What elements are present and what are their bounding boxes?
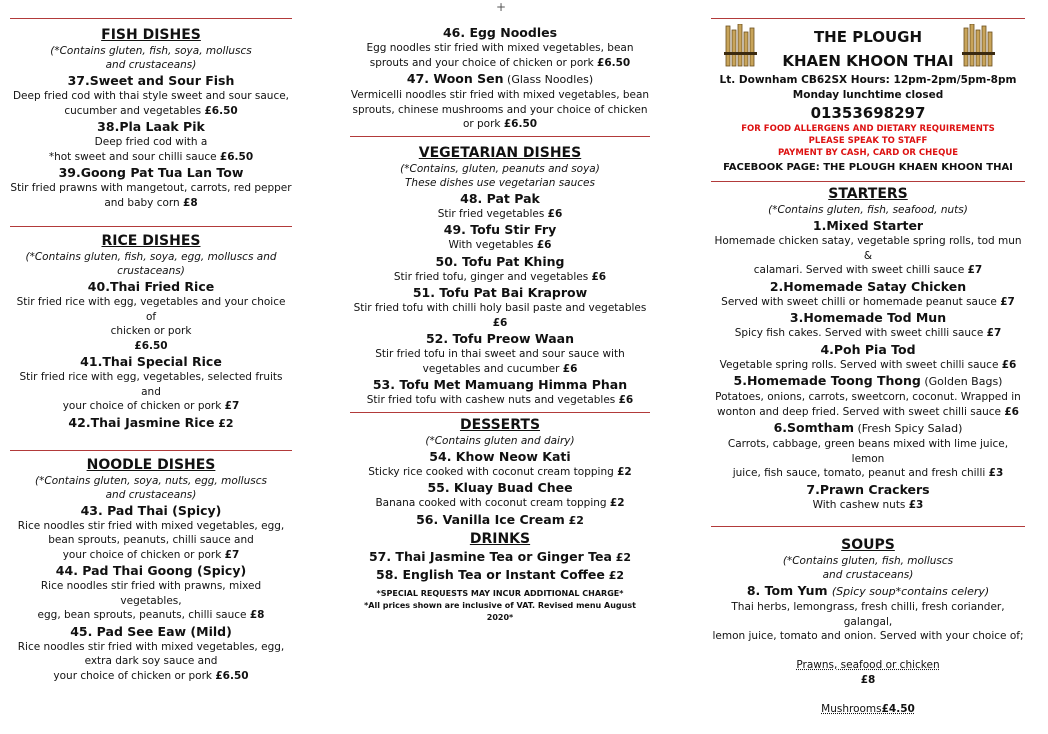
item-price: £6 (536, 239, 552, 251)
vat-note: *All prices shown are inclusive of VAT. Revised menu August 2020* (364, 600, 636, 622)
section-note: (*Contains gluten, fish, soya, molluscs and crustaceans) (50, 45, 252, 71)
item-price: £6 (1004, 405, 1019, 418)
menu-item-description: Stir fried prawns with mangetout, carrots, red pepper and baby corn £8 (10, 182, 292, 209)
item-title: 1.Mixed Starter (812, 218, 924, 233)
item-price: £6 (591, 270, 607, 283)
item-title: 52. Tofu Preow Waan (425, 331, 575, 346)
menu-item-description: With vegetables £6 (448, 239, 552, 251)
menu-list-vegetarian (350, 190, 650, 408)
menu-item-description: Stir fried tofu with cashew nuts and vegetables £6 (366, 394, 634, 406)
item-title: 46. Egg Noodles (442, 25, 558, 40)
item-price: £6 (547, 207, 563, 220)
item-price: £6.50 (215, 669, 249, 682)
menu-item-name (711, 341, 1025, 358)
menu-item-name (10, 72, 292, 89)
menu-item-name (711, 278, 1025, 295)
item-price: £6.50 (134, 339, 168, 352)
section-note: (*Contains gluten, soya, nuts, egg, molluscs and crustaceans) (35, 474, 267, 501)
section-note: (*Contains gluten, fish, seafood, nuts) (768, 204, 968, 216)
item-price: £3 (988, 467, 1004, 479)
item-price: £2 (214, 416, 234, 430)
item-title: 39.Goong Pat Tua Lan Tow (58, 165, 244, 180)
item-price: £6 (1001, 358, 1017, 371)
menu-item-name (711, 481, 1025, 498)
menu-item-name (711, 309, 1025, 326)
menu-item-name (350, 284, 650, 301)
item-price: £6 (618, 394, 634, 406)
menu-item-name (350, 221, 650, 238)
pan-pipe-icon (961, 24, 997, 68)
section-title-starters: STARTERS (828, 186, 908, 202)
menu-list-noodle (10, 502, 292, 684)
item-title: 53. Tofu Met Mamuang Himma Phan (372, 377, 628, 392)
item-title: 55. Kluay Buad Chee (427, 480, 573, 495)
item-price: £7 (224, 400, 240, 412)
item-price: £6.50 (204, 104, 238, 117)
column-middle (350, 0, 650, 624)
menu-item-description: Stir fried tofu with chilli holy basil paste and vegetables £6 (353, 302, 647, 329)
item-price: £6.50 (503, 118, 538, 130)
item-price: £7 (1000, 295, 1015, 308)
special-requests-note: *SPECIAL REQUESTS MAY INCUR ADDITIONAL CHARGE* (376, 588, 624, 598)
item-title: 44. Pad Thai Goong (Spicy) (55, 563, 247, 578)
menu-item-name (350, 448, 650, 465)
item-title: 58. English Tea or Instant Coffee (376, 566, 605, 582)
menu-item-description: Homemade chicken satay, vegetable spring rolls, tod mun & calamari. Served with sweet chilli sauce £7 (714, 235, 1022, 276)
menu-item-name (10, 502, 292, 519)
menu-item-name (350, 24, 650, 41)
menu-item-description: Sticky rice cooked with coconut cream topping £2 (368, 465, 632, 478)
restaurant-subtitle: KHAEN KHOON THAI (782, 52, 954, 70)
soup-option-label: Mushrooms (821, 702, 882, 715)
menu-item-name (350, 479, 650, 496)
item-price: £2 (611, 550, 632, 564)
address-hours: Lt. Downham CB62SX Hours: 12pm-2pm/5pm-8pm (719, 74, 1017, 86)
item-title: 49. Tofu Stir Fry (443, 222, 557, 237)
section-title-desserts: DESSERTS (459, 416, 541, 433)
menu-item-description: Spicy fish cakes. Served with sweet chilli sauce £7 (734, 327, 1002, 339)
column-left (10, 0, 292, 683)
item-title: 51. Tofu Pat Bai Kraprow (412, 285, 588, 300)
item-title: 6.Somtham (773, 420, 854, 435)
menu-item-name (711, 217, 1025, 234)
item-title: 54. Khow Neow Kati (429, 448, 571, 464)
phone-number: 01353698297 (810, 104, 926, 122)
menu-item-description: Potatoes, onions, carrots, sweetcorn, coconut. Wrapped in wonton and deep fried. Served with sweet chilli sauce £6 (715, 391, 1021, 418)
menu-item-name (711, 372, 1025, 390)
item-price: £6.50 (597, 56, 631, 69)
menu-item-name (10, 353, 292, 370)
item-price: £7 (967, 264, 983, 276)
item-title: 45. Pad See Eaw (Mild) (70, 623, 232, 639)
section-note: (*Contains, gluten, peanuts and soya) These dishes use vegetarian sauces (400, 162, 600, 189)
item-title: 37.Sweet and Sour Fish (67, 73, 235, 88)
soup-option-label: Prawns, seafood or chicken (796, 659, 940, 671)
menu-item-description: Stir fried rice with egg, vegetables, selected fruits and your choice of chicken or pork £7 (19, 371, 283, 412)
menu-item-description: Egg noodles stir fried with mixed vegetables, bean sprouts and your choice of chicken or pork £6.50 (366, 42, 634, 69)
menu-item-description: Stir fried tofu, ginger and vegetables £6 (393, 270, 607, 283)
item-title: 56. Vanilla Ice Cream (416, 511, 565, 527)
item-title: 48. Pat Pak (460, 190, 540, 206)
menu-item-name (350, 190, 650, 207)
menu-item-name (10, 623, 292, 640)
allergy-notice-2: PLEASE SPEAK TO STAFF (808, 136, 928, 146)
menu-item-name (350, 70, 650, 88)
item-title: 7.Prawn Crackers (806, 481, 930, 497)
section-title-fish: FISH DISHES (101, 27, 201, 43)
item-price: £6 (562, 362, 578, 375)
menu-list-starters (711, 217, 1025, 512)
payment-notice: PAYMENT BY CASH, CARD OR CHEQUE (777, 148, 959, 158)
soup-sub: (Spicy soup*contains celery) (831, 585, 990, 598)
item-title: 41.Thai Special Rice (80, 354, 222, 369)
restaurant-name: THE PLOUGH (813, 28, 923, 46)
menu-item-description: Rice noodles stir fried with mixed vegetables, egg, extra dark soy sauce and your choice of chicken or pork £6.50 (17, 640, 285, 682)
menu-list-fish (10, 72, 292, 210)
menu-item-description: Rice noodles stir fried with mixed vegetables, egg, bean sprouts, peanuts, chilli sauce and your choice of chicken or pork £7 (17, 519, 285, 561)
item-price: £3 (908, 498, 924, 511)
soup-option-price: £8 (860, 673, 876, 686)
menu-item-name (10, 164, 292, 181)
item-subtitle: (Fresh Spicy Salad) (853, 422, 963, 435)
menu-item-name (711, 582, 1025, 600)
menu-item-name (10, 118, 292, 135)
item-price: £2 (604, 568, 624, 582)
menu-item-name (711, 419, 1025, 437)
item-price: £6.50 (219, 150, 254, 163)
menu-list-desserts (350, 448, 650, 529)
item-title: 2.Homemade Satay Chicken (769, 278, 967, 294)
item-price: £8 (183, 196, 198, 209)
menu-item-description: Stir fried rice with egg, vegetables and your choice of chicken or pork £6.50 (16, 296, 286, 352)
section-title-drinks: DRINKS (469, 530, 531, 547)
menu-item-description: Deep fried cod with thai style sweet and sour sauce, cucumber and vegetables £6.50 (12, 90, 290, 117)
menu-item-description: Stir fried vegetables £6 (437, 207, 563, 220)
item-price: £8 (249, 609, 265, 621)
section-note: (*Contains gluten, fish, molluscs and crustaceans) (782, 555, 954, 581)
menu-item-name (10, 562, 292, 579)
section-title-vegetarian: VEGETARIAN DISHES (418, 144, 582, 161)
item-title: 4.Poh Pia Tod (820, 341, 916, 357)
section-note: (*Contains gluten and dairy) (425, 434, 575, 447)
menu-item-name (350, 566, 650, 584)
item-price: £2 (617, 465, 632, 478)
soup-option-price: £4.50 (881, 702, 915, 715)
menu-item-description: Carrots, cabbage, green beans mixed with lime juice, lemon juice, fish sauce, tomato, peanut and fresh chilli £3 (727, 438, 1009, 479)
soup-option (711, 687, 1025, 716)
item-price: £6 (492, 316, 508, 329)
item-price: £7 (986, 327, 1002, 339)
soup-option (711, 644, 1025, 688)
menu-item-description: Served with sweet chilli or homemade peanut sauce £7 (721, 295, 1015, 308)
item-title: 50. Tofu Pat Khing (435, 253, 565, 269)
menu-item-description: Vermicelli noodles stir fried with mixed vegetables, bean sprouts, chinese mushrooms and your choice of chicken or pork £6.50 (350, 89, 650, 130)
menu-item-description: Vegetable spring rolls. Served with sweet chilli sauce £6 (719, 358, 1017, 371)
item-title: 57. Thai Jasmine Tea or Ginger Tea (368, 548, 612, 564)
menu-item-name (350, 511, 650, 529)
menu-list-drinks (350, 548, 650, 584)
menu-item-name (10, 278, 292, 295)
item-title: 38.Pla Laak Pik (97, 119, 205, 134)
soup-name: 8. Tom Yum (746, 583, 828, 598)
item-title: 5.Homemade Toong Thong (733, 373, 921, 388)
pan-pipe-icon (723, 24, 759, 68)
section-title-noodle: NOODLE DISHES (86, 456, 216, 473)
menu-item-description: Stir fried tofu in thai sweet and sour sauce with vegetables and cucumber £6 (375, 348, 625, 375)
facebook-page: FACEBOOK PAGE: THE PLOUGH KHAEN KHOON THAI (723, 162, 1013, 173)
column-right (711, 0, 1025, 716)
allergy-notice: FOR FOOD ALLERGENS AND DIETARY REQUIREMENTS (741, 124, 995, 134)
menu-list-rice (10, 278, 292, 432)
item-price: £2 (609, 497, 625, 509)
menu-item-name (350, 330, 650, 347)
item-title: 42.Thai Jasmine Rice (68, 414, 215, 430)
menu-list-noodle-cont (350, 24, 650, 132)
item-price: £2 (564, 513, 584, 527)
menu-item-name (350, 253, 650, 270)
item-title: 40.Thai Fried Rice (87, 279, 215, 294)
closed-notice: Monday lunchtime closed (792, 89, 944, 101)
item-price: £7 (224, 548, 240, 561)
item-subtitle: (Glass Noodles) (503, 73, 594, 86)
item-title: 3.Homemade Tod Mun (789, 310, 947, 325)
menu-item-description: With cashew nuts £3 (812, 498, 924, 511)
section-title-rice: RICE DISHES (101, 233, 201, 249)
menu-item-description: Deep fried cod with a *hot sweet and sour chilli sauce £6.50 (48, 136, 254, 163)
item-title: 47. Woon Sen (406, 71, 504, 86)
menu-item-name (350, 376, 650, 393)
menu-item-name (10, 414, 292, 432)
item-title: 43. Pad Thai (Spicy) (80, 502, 222, 518)
section-note: (*Contains gluten, fish, soya, egg, molluscs and crustaceans) (25, 251, 277, 277)
menu-item-name (350, 548, 650, 566)
soup-description: Thai herbs, lemongrass, fresh chilli, fresh coriander, galangal, lemon juice, tomato and onion. Served with your choice of; (712, 601, 1024, 642)
item-subtitle: (Golden Bags) (920, 375, 1003, 388)
menu-item-description: Rice noodles stir fried with prawns, mixed vegetables, egg, bean sprouts, peanuts, chilli sauce £8 (37, 580, 265, 621)
section-title-soups: SOUPS (841, 537, 895, 553)
menu-item-description: Banana cooked with coconut cream topping £2 (375, 497, 625, 509)
fold-mark: + (496, 0, 507, 14)
